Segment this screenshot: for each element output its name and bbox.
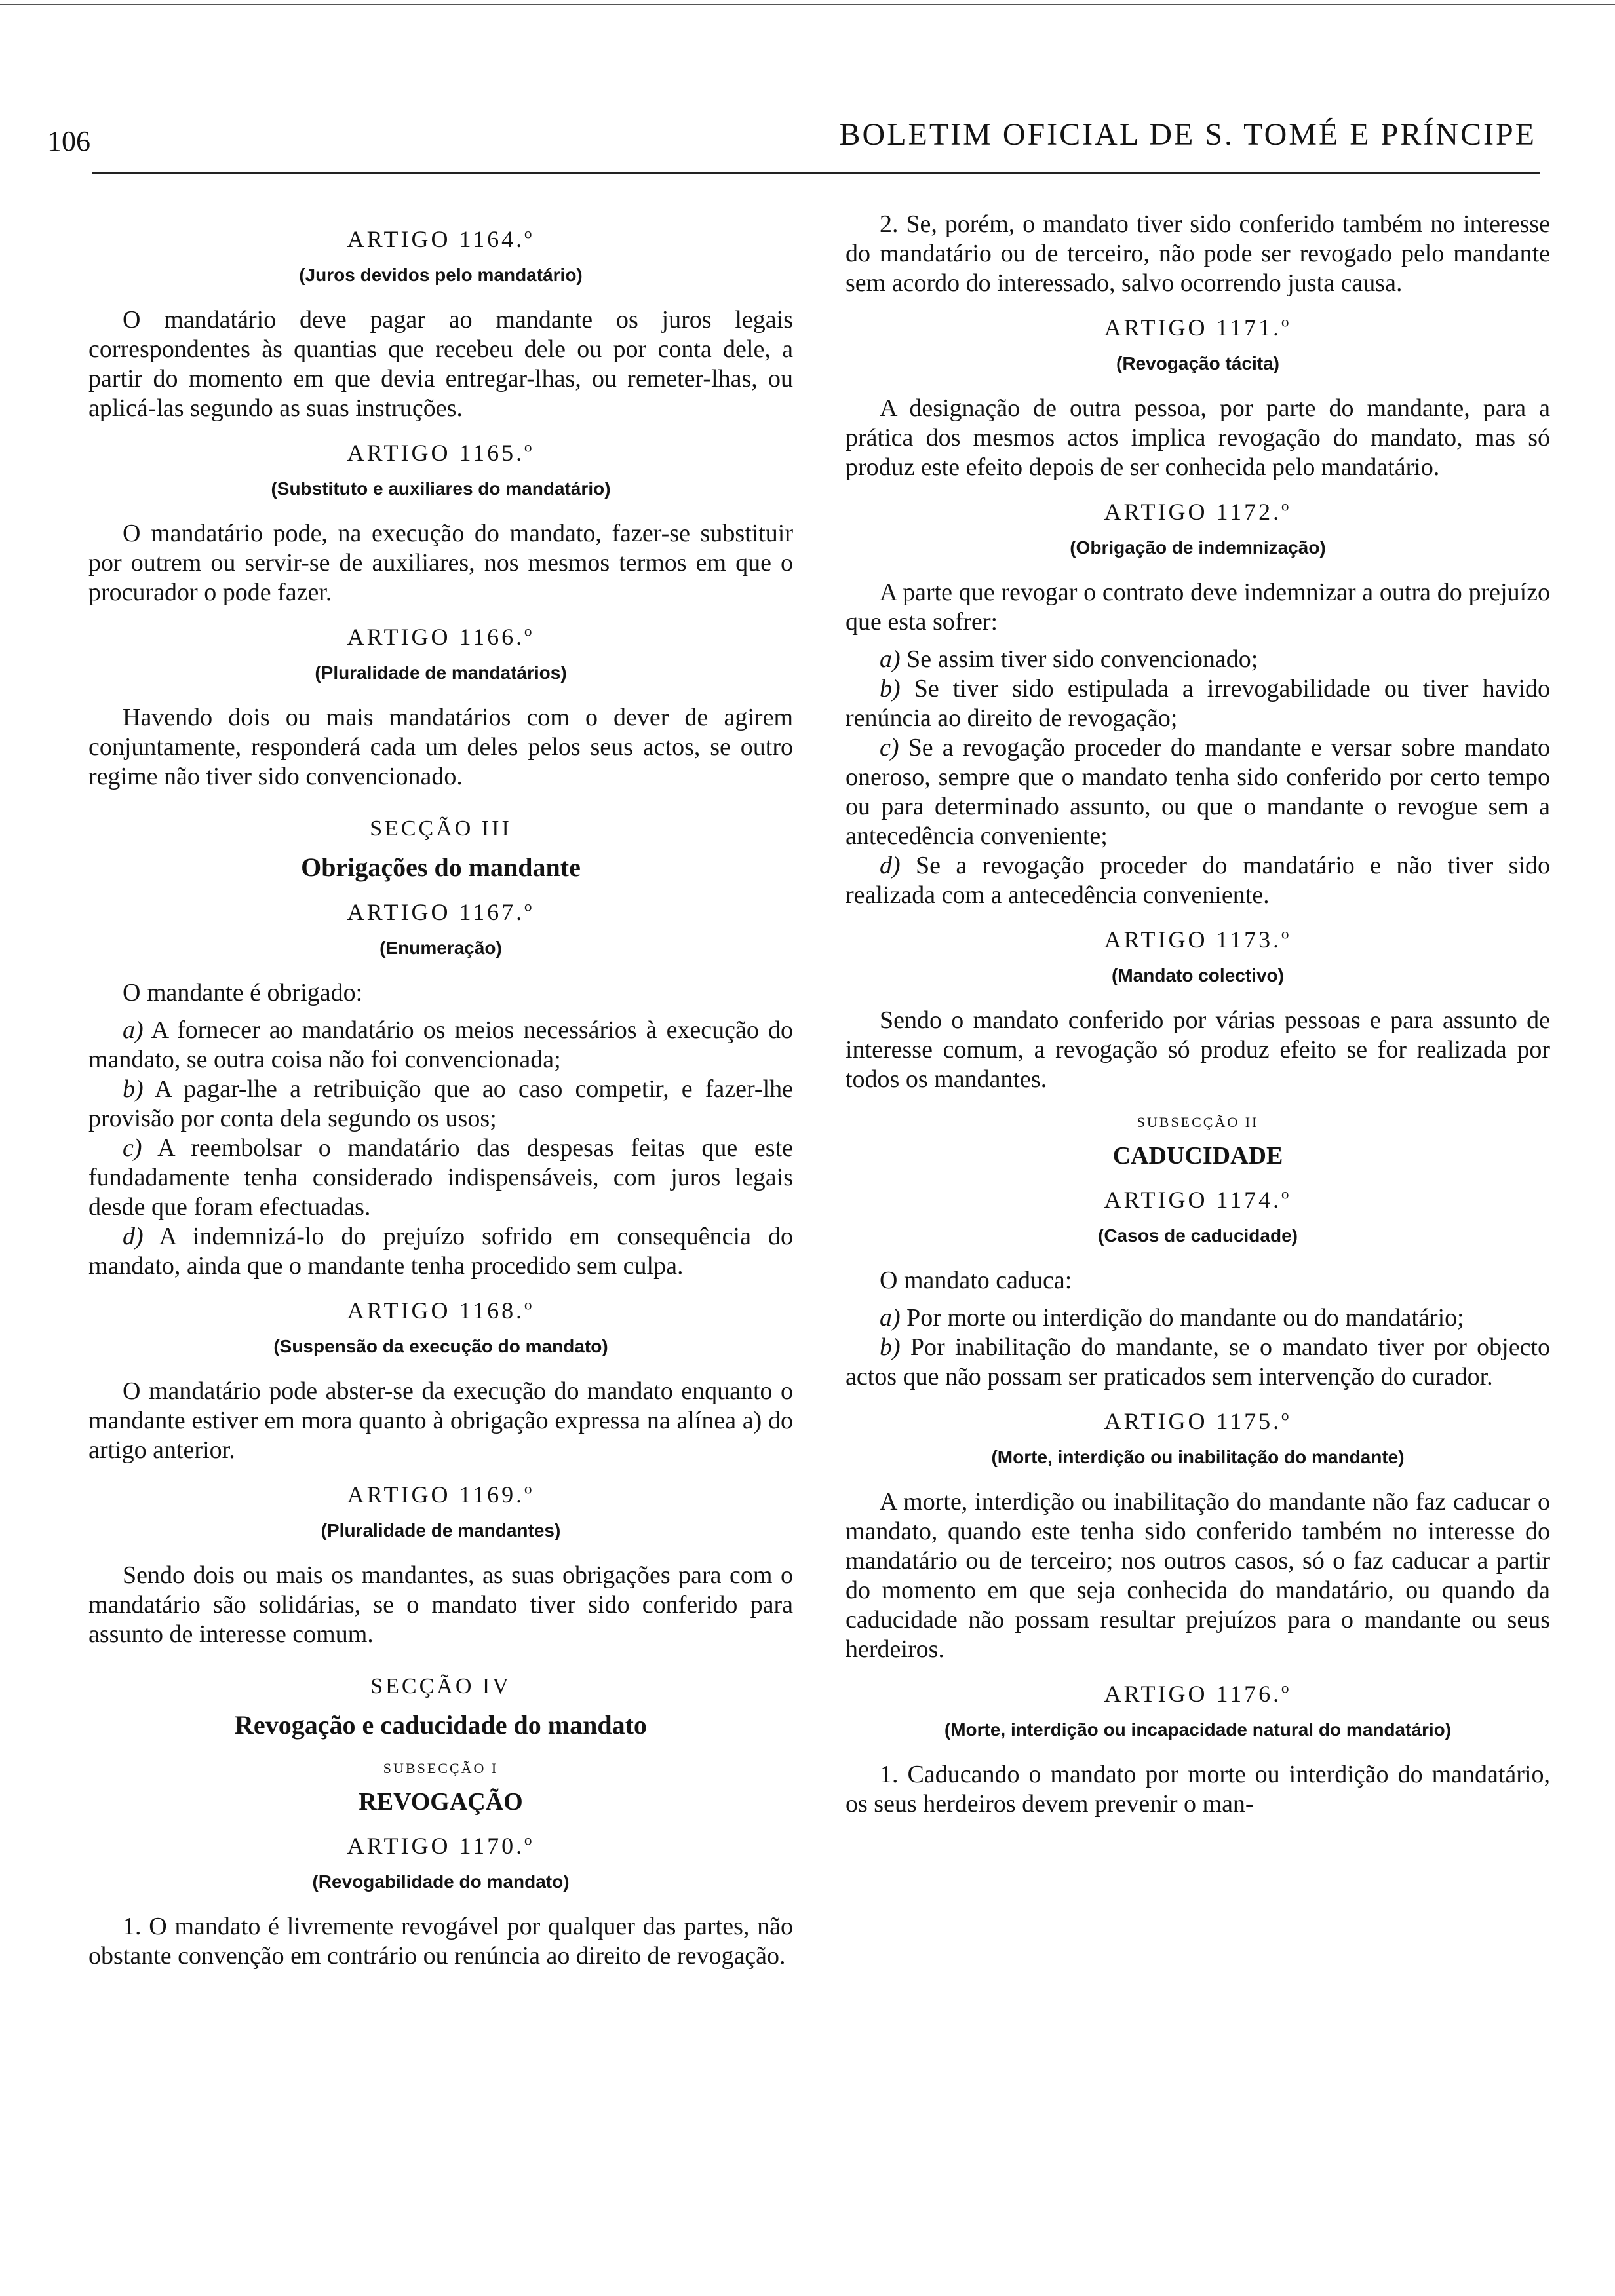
article-title: ARTIGO 1169.º — [347, 1482, 535, 1508]
list-item — [88, 1075, 793, 1134]
article-caption: (Revogabilidade do mandato) — [312, 1871, 570, 1892]
article-caption: (Suspensão da execução do mandato) — [273, 1336, 608, 1356]
section-label: SECÇÃO IV — [370, 1674, 511, 1698]
article-text: O mandatário pode abster-se da execução do mandato enquanto o mandante estiver em mora quanto à obrigação expressa na alínea a) do artigo anterior. — [88, 1377, 793, 1464]
item-text: A pagar-lhe a retribuição que ao caso competir, e fazer-lhe provisão por conta dela segundo os usos; — [88, 1075, 793, 1132]
article-title: ARTIGO 1174.º — [1104, 1187, 1292, 1213]
item-text: Se a revogação proceder do mandatário e não tiver sido realizada com a antecedência conveniente. — [846, 852, 1550, 909]
article-caption: (Morte, interdição ou incapacidade natural do mandatário) — [944, 1719, 1452, 1740]
list-item — [846, 645, 1550, 674]
article-text: A designação de outra pessoa, por parte do mandante, para a prática dos mesmos actos implica revogação do mandato, mas só produz este efeito depois de ser conhecida pelo mandatário. — [846, 394, 1550, 481]
article-text: 1. O mandato é livremente revogável por qualquer das partes, não obstante convenção em contrário ou renúncia ao direito de revogação. — [88, 1913, 793, 1970]
page-number: 106 — [47, 125, 90, 157]
item-text: A reembolsar o mandatário das despesas feitas que este fundadamente tenha considerado indispensáveis, com juros legais desde que foram efectuadas. — [88, 1134, 793, 1221]
article-text: 1. Caducando o mandato por morte ou interdição do mandatário, os seus herdeiros devem prevenir o man- — [846, 1761, 1550, 1818]
article-text: 2. Se, porém, o mandato tiver sido conferido também no interesse do mandatário ou de terceiro, não pode ser revogado pelo mandante sem acordo do interessado, salvo ocorrendo justa causa. — [846, 210, 1550, 297]
article-title: ARTIGO 1166.º — [347, 624, 535, 650]
subsection-title: CADUCIDADE — [1112, 1142, 1283, 1170]
subsection-label: SUBSECÇÃO I — [383, 1760, 499, 1776]
section-title: Revogação e caducidade do mandato — [235, 1710, 647, 1740]
list-item — [846, 1333, 1550, 1392]
list-item — [846, 733, 1550, 851]
item-label: a) — [880, 1304, 901, 1331]
article-intro: A parte que revogar o contrato deve indemnizar a outra do prejuízo que esta sofrer: — [846, 579, 1550, 636]
item-label: d) — [123, 1223, 144, 1250]
article-title: ARTIGO 1168.º — [347, 1297, 535, 1324]
article-caption: (Substituto e auxiliares do mandatário) — [271, 478, 611, 499]
subsection-label: SUBSECÇÃO II — [1137, 1114, 1259, 1130]
article-caption: (Juros devidos pelo mandatário) — [299, 265, 583, 285]
list-item — [88, 1222, 793, 1281]
list-item — [846, 674, 1550, 733]
header-rule — [92, 172, 1540, 174]
article-intro: O mandante é obrigado: — [123, 979, 363, 1006]
scan-edge-line — [0, 4, 1615, 5]
article-title: ARTIGO 1176.º — [1104, 1681, 1292, 1707]
list-item — [846, 851, 1550, 910]
list-item — [846, 1303, 1550, 1333]
article-title: ARTIGO 1175.º — [1104, 1408, 1292, 1434]
article-text: Sendo o mandato conferido por várias pessoas e para assunto de interesse comum, a revogação só produz efeito se for realizada por todos os mandantes. — [846, 1006, 1550, 1093]
item-label: b) — [880, 675, 901, 702]
right-column — [846, 210, 1550, 1827]
article-intro: O mandato caduca: — [880, 1267, 1072, 1294]
article-title: ARTIGO 1171.º — [1104, 315, 1292, 341]
article-caption: (Enumeração) — [379, 938, 502, 958]
item-text: Por morte ou interdição do mandante ou do mandatário; — [906, 1304, 1464, 1331]
article-caption: (Obrigação de indemnização) — [1070, 537, 1326, 558]
list-item — [88, 1016, 793, 1075]
item-label: a) — [123, 1016, 144, 1044]
item-label: c) — [880, 734, 899, 761]
article-caption: (Pluralidade de mandatários) — [315, 662, 567, 683]
item-label: d) — [880, 852, 901, 879]
left-column — [88, 210, 793, 1979]
article-text: Sendo dois ou mais os mandantes, as suas obrigações para com o mandatário são solidárias, se o mandato tiver sido conferido para assunto de interesse comum. — [88, 1561, 793, 1648]
item-text: Se tiver sido estipulada a irrevogabilidade ou tiver havido renúncia ao direito de revogação; — [846, 675, 1550, 732]
article-title: ARTIGO 1167.º — [347, 899, 535, 925]
article-caption: (Pluralidade de mandantes) — [321, 1520, 561, 1540]
item-text: Por inabilitação do mandante, se o mandato tiver por objecto actos que não possam ser praticados sem intervenção do curador. — [846, 1333, 1550, 1390]
item-text: A fornecer ao mandatário os meios necessários à execução do mandato, se outra coisa não foi convencionada; — [88, 1016, 793, 1073]
section-title: Obrigações do mandante — [301, 852, 581, 882]
article-title: ARTIGO 1170.º — [347, 1833, 535, 1859]
article-text: Havendo dois ou mais mandatários com o dever de agirem conjuntamente, responderá cada um deles pelos seus actos, se outro regime não tiver sido convencionado. — [88, 704, 793, 790]
subsection-title: REVOGAÇÃO — [359, 1788, 523, 1816]
article-caption: (Morte, interdição ou inabilitação do mandante) — [991, 1447, 1405, 1467]
item-text: A indemnizá-lo do prejuízo sofrido em consequência do mandato, ainda que o mandante tenha procedido sem culpa. — [88, 1223, 793, 1280]
item-label: b) — [123, 1075, 144, 1103]
article-title: ARTIGO 1164.º — [347, 226, 535, 252]
item-text: Se a revogação proceder do mandante e versar sobre mandato oneroso, sempre que o mandato tenha sido conferido por certo tempo ou para determinado assunto, ou que o mandante o revogue sem a antecedência conveniente; — [846, 734, 1550, 850]
item-text: Se assim tiver sido convencionado; — [906, 645, 1258, 673]
article-text: A morte, interdição ou inabilitação do mandante não faz caducar o mandato, quando este tenha sido conferido também no interesse do mandatário ou de terceiro; nos outros casos, só o faz caducar a partir do momento em que seja conhecida do mandatário, ou quando da caducidade não possam resultar prejuízos para o mandante ou seus herdeiros. — [846, 1488, 1550, 1663]
article-title: ARTIGO 1165.º — [347, 440, 535, 466]
article-text: O mandatário deve pagar ao mandante os juros legais correspondentes às quantias que recebeu dele ou por conta dele, a partir do momento em que devia entregar-lhas, ou remeter-lhas, ou aplicá-las segundo as suas instruções. — [88, 306, 793, 422]
article-caption: (Mandato colectivo) — [1112, 965, 1284, 985]
article-title: ARTIGO 1172.º — [1104, 499, 1292, 525]
item-label: a) — [880, 645, 901, 673]
article-title: ARTIGO 1173.º — [1104, 927, 1292, 953]
article-text: O mandatário pode, na execução do mandato, fazer-se substituir por outrem ou servir-se de auxiliares, nos mesmos termos em que o procurador o pode fazer. — [88, 520, 793, 606]
article-caption: (Revogação tácita) — [1116, 353, 1279, 373]
running-head: BOLETIM OFICIAL DE S. TOMÉ E PRÍNCIPE — [839, 117, 1536, 152]
list-item — [88, 1134, 793, 1222]
article-caption: (Casos de caducidade) — [1098, 1225, 1298, 1246]
section-label: SECÇÃO III — [370, 816, 512, 841]
item-label: b) — [880, 1333, 901, 1361]
item-label: c) — [123, 1134, 142, 1162]
